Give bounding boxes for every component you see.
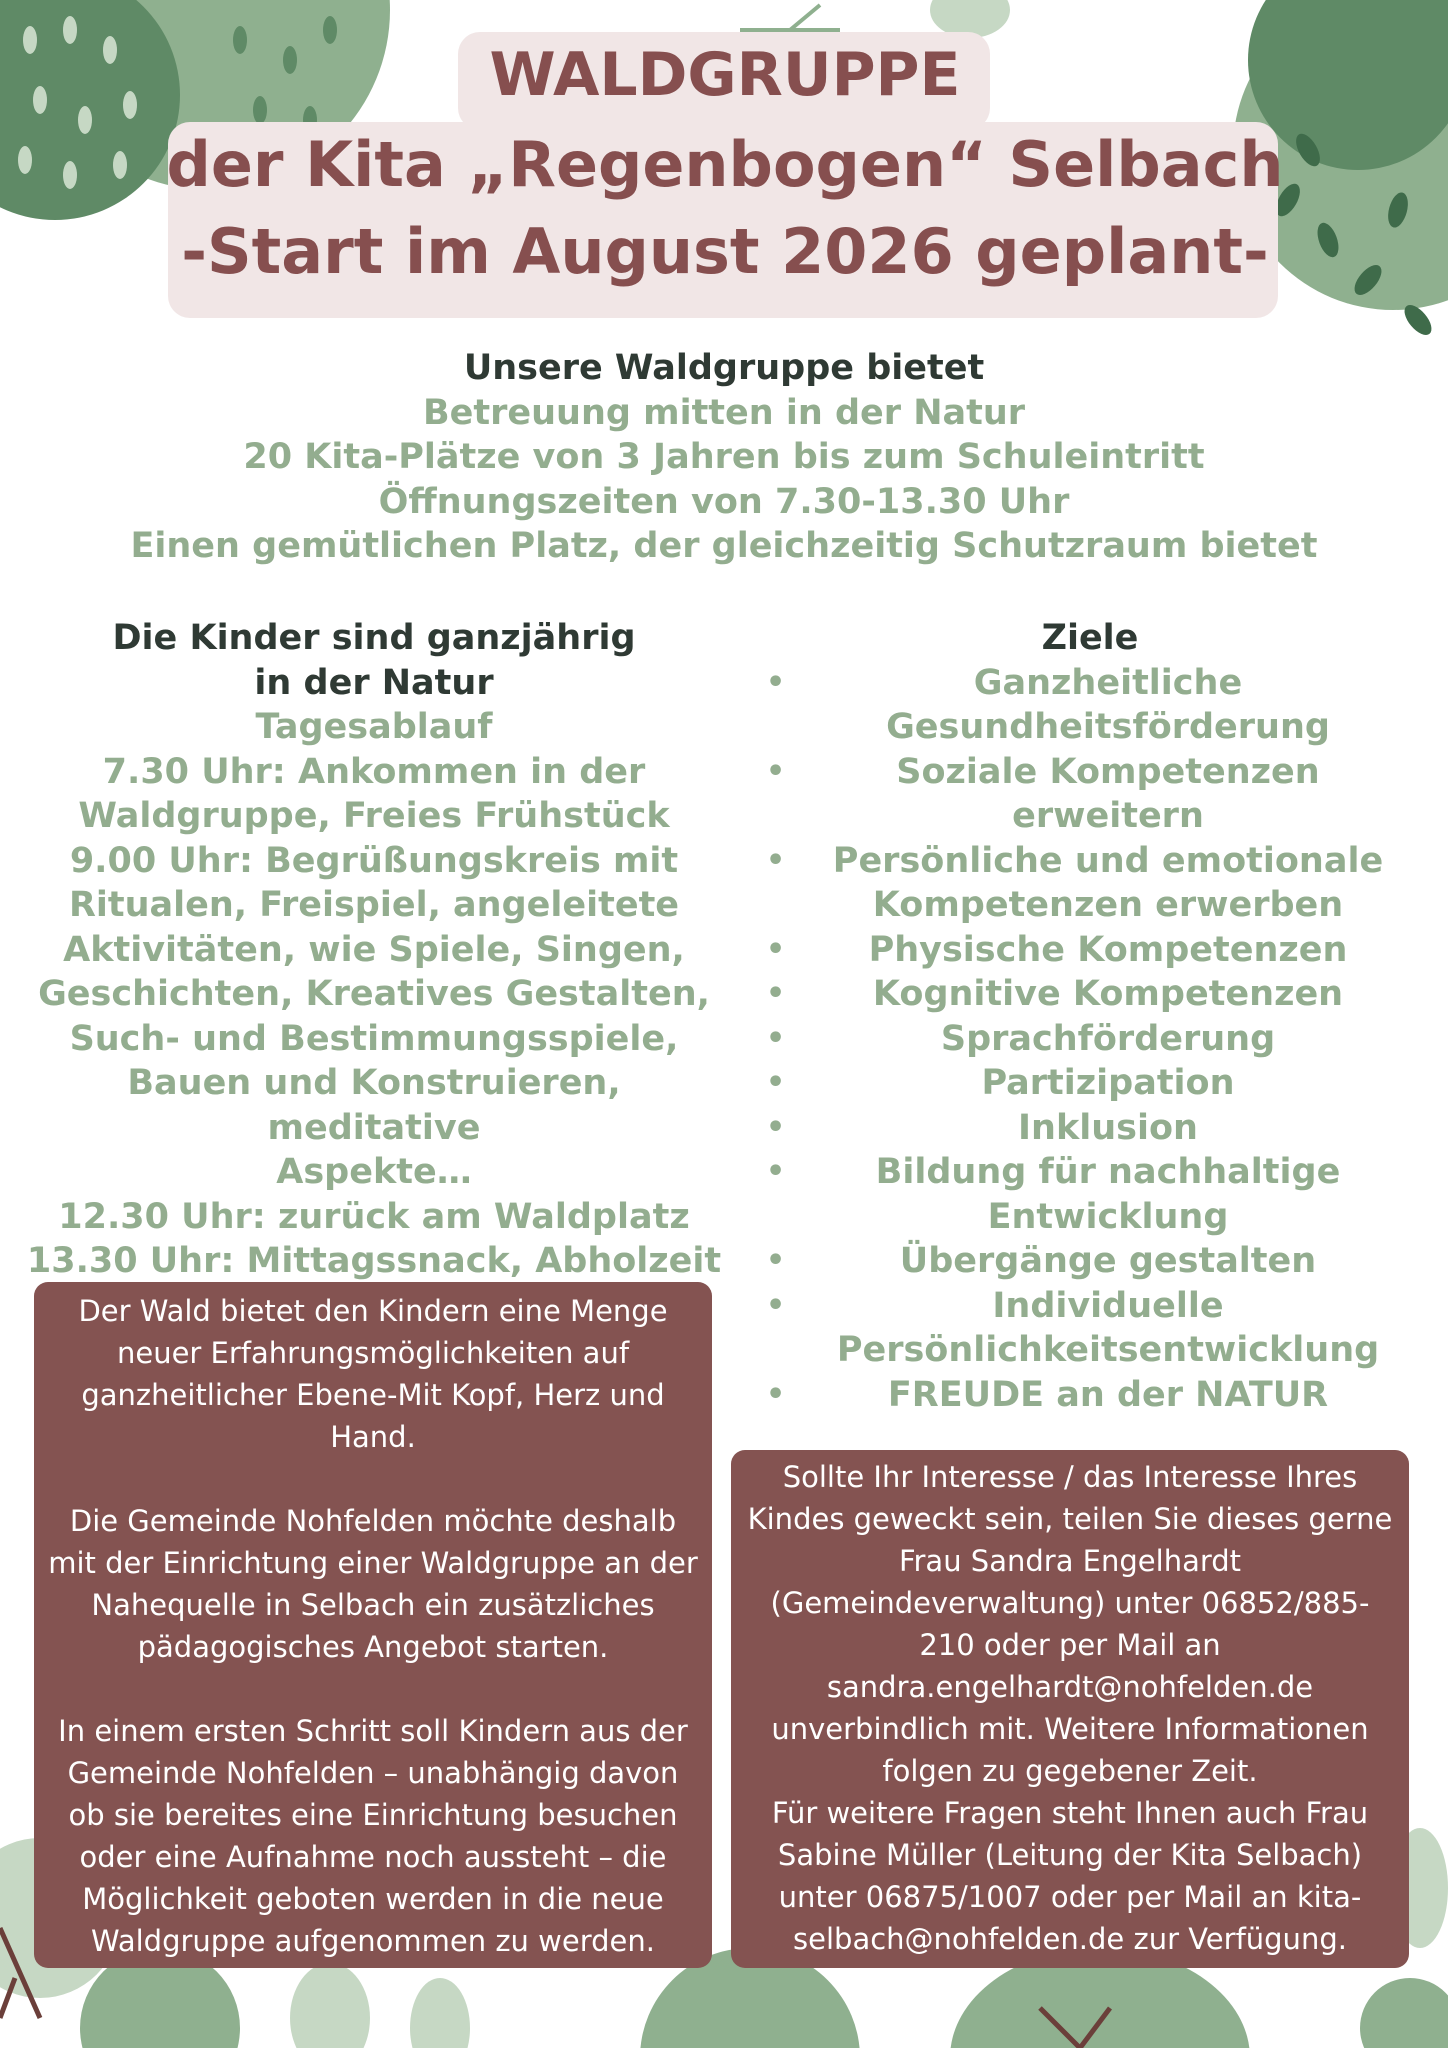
- schedule-line: Ritualen, Freispiel, angeleitete: [68, 885, 680, 925]
- goal-item: • Kognitive Kompetenzen: [750, 972, 1410, 1017]
- schedule-line: 13.30 Uhr: Mittagssnack, Abholzeit: [26, 1241, 722, 1281]
- info-box: [34, 1282, 712, 1968]
- offer-item: Betreuung mitten in der Natur: [422, 392, 1026, 433]
- goal-item: • Individuelle Persönlichkeitsentwicklung: [766, 1285, 1380, 1370]
- title-line-1: WALDGRUPPE: [489, 40, 961, 110]
- info-paragraph-3: In einem ersten Schritt soll Kindern aus der Gemeinde Nohfelden – unabhängig davon ob sie bereites eine Einrichtung besuchen oder eine Aufnahme noch aussteht – die Möglichkeit geboten werden in die neue Waldgruppe aufgenommen zu werden.: [58, 1714, 688, 1958]
- offer-item: 20 Kita-Plätze von 3 Jahren bis zum Schuleintritt: [243, 437, 1205, 477]
- goal-item: • Persönliche und emotionale Kompetenzen erwerben: [766, 840, 1384, 925]
- title-line-2: der Kita „Regenbogen“ Selbach: [166, 128, 1284, 201]
- daily-schedule-section: [24, 616, 724, 1284]
- schedule-line: Aspekte…: [276, 1152, 472, 1192]
- schedule-line: Such- und Bestimmungsspiele,: [69, 1018, 679, 1059]
- offer-item: Einen gemütlichen Platz, der gleichzeitig Schutzraum bietet: [130, 526, 1318, 566]
- schedule-line: Waldgruppe, Freies Frühstück: [78, 796, 670, 836]
- bullet-icon: •: [766, 753, 786, 789]
- bullet-icon: •: [766, 1154, 786, 1189]
- info-paragraph-2: Die Gemeinde Nohfelden möchte deshalb mit der Einrichtung einer Waldgruppe an der Nahequelle in Selbach ein zusätzliches pädagogisches Angebot starten.: [48, 1504, 698, 1664]
- bullet-icon: •: [766, 1109, 786, 1145]
- schedule-line: Bauen und Konstruieren, meditative: [127, 1063, 621, 1148]
- schedule-line: Geschichten, Kreatives Gestalten,: [38, 974, 710, 1014]
- info-paragraph-1: Der Wald bietet den Kindern eine Menge neuer Erfahrungsmöglichkeiten auf ganzheitlicher Ebene-Mit Kopf, Herz und Hand.: [78, 1294, 668, 1454]
- contact-email-link[interactable]: sandra.engelhardt@nohfelden.de: [826, 1670, 1314, 1704]
- goal-item: • Soziale Kompetenzen erweitern: [766, 751, 1320, 836]
- bullet-icon: •: [766, 1376, 786, 1412]
- goal-item: • Physische Kompetenzen: [750, 928, 1410, 973]
- title-line-3: -Start im August 2026 geplant-: [181, 215, 1269, 288]
- goal-item: • Bildung für nachhaltige Entwicklung: [766, 1152, 1341, 1237]
- bullet-icon: •: [766, 842, 786, 878]
- goal-item: • Partizipation: [750, 1061, 1410, 1106]
- bullet-icon: •: [766, 1065, 786, 1100]
- bullet-icon: •: [766, 1287, 786, 1323]
- contact-text: Sollte Ihr Interesse / das Interesse Ihres Kindes geweckt sein, teilen Sie dieses gerne Frau Sandra Engelhardt (Gemeindeverwaltung) unter 06852/885- 210 oder per Mail an sandra.engelhardt@nohfelden.de unverbindlich mit. Weitere Informationen folgen zu gegebener Zeit. Für weitere Fragen steht Ihnen auch Frau Sabine Müller (Leitung der Kita Selbach) unter 06875/1007 oder per Mail an kita- selbach@nohfelden.de zur Verfügung.: [747, 1460, 1393, 1956]
- schedule-line: 9.00 Uhr: Begrüßungskreis mit: [69, 840, 679, 881]
- bullet-icon: •: [766, 976, 786, 1011]
- paragraph-gap: [44, 1668, 702, 1710]
- schedule-line: 12.30 Uhr: zurück am Waldplatz: [58, 1196, 690, 1237]
- goal-item: • FREUDE an der NATUR: [750, 1373, 1410, 1418]
- schedule-line: 7.30 Uhr: Ankommen in der: [102, 751, 646, 792]
- goals-heading: Ziele: [1041, 618, 1139, 658]
- goals-section: [750, 616, 1410, 1417]
- daily-heading-line-1: Die Kinder sind ganzjährig: [112, 618, 636, 658]
- bullet-icon: •: [766, 931, 786, 967]
- goals-list: [750, 661, 1410, 1418]
- offer-heading: Unsere Waldgruppe bietet: [463, 348, 985, 388]
- goal-item: • Ganzheitliche Gesundheitsförderung: [766, 662, 1330, 747]
- daily-subheading: Tagesablauf: [255, 707, 493, 747]
- offer-section: [120, 346, 1328, 569]
- daily-heading-line-2: in der Natur: [254, 662, 494, 703]
- bullet-icon: •: [766, 1020, 786, 1056]
- bullet-icon: •: [766, 1243, 786, 1278]
- contact-box: [731, 1450, 1409, 1968]
- offer-item: Öffnungszeiten von 7.30-13.30 Uhr: [378, 481, 1070, 522]
- goal-item: • Inklusion: [750, 1106, 1410, 1151]
- goal-item: • Übergänge gestalten: [750, 1239, 1410, 1284]
- goal-item: • Sprachförderung: [750, 1017, 1410, 1062]
- schedule-line: Aktivitäten, wie Spiele, Singen,: [63, 929, 685, 970]
- paragraph-gap: [44, 1458, 702, 1500]
- bullet-icon: •: [766, 664, 786, 700]
